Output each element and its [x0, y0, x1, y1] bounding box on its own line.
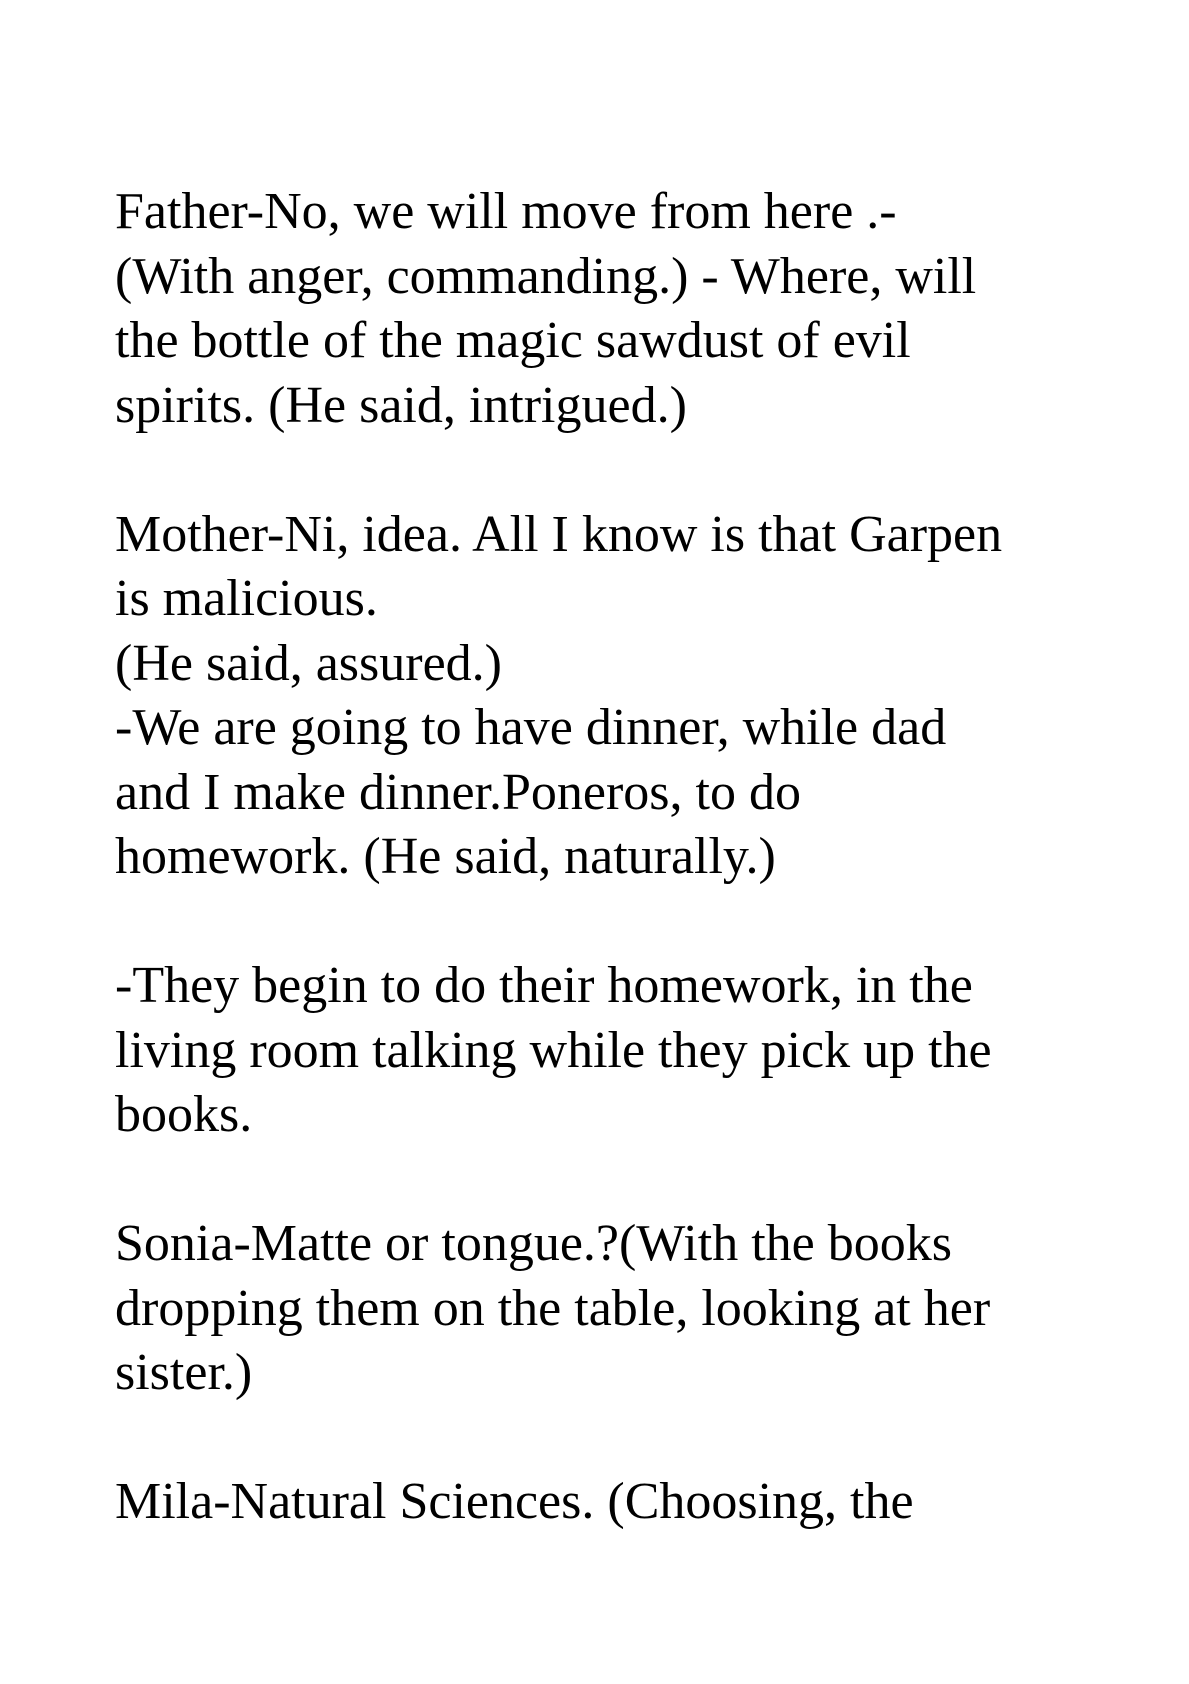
- paragraph-gap: [115, 1148, 1115, 1213]
- text-line: dropping them on the table, looking at her: [115, 1279, 991, 1337]
- text-line: living room talking while they pick up the: [115, 1021, 992, 1079]
- paragraph-father: [115, 180, 1115, 438]
- text-line: -They begin to do their homework, in the: [115, 957, 973, 1014]
- text-line: Sonia-Matte or tongue.?(With the books: [115, 1215, 952, 1272]
- text-line: Mila-Natural Sciences. (Choosing, the: [115, 1473, 914, 1530]
- text-line: -We are going to have dinner, while dad: [115, 699, 947, 756]
- text-line: Mother-Ni, idea. All I know is that Garpen: [115, 505, 1003, 563]
- text-line: (With anger, commanding.) - Where, will: [115, 247, 977, 305]
- text-line: (He said, assured.): [115, 634, 502, 692]
- text-line: and I make dinner.Poneros, to do: [115, 763, 801, 821]
- paragraph-homework: [115, 954, 1115, 1148]
- text-line: is malicious.: [115, 570, 378, 627]
- paragraph-mila: [115, 1470, 1115, 1535]
- paragraph-mother: [115, 503, 1115, 890]
- text-line: spirits. (He said, intrigued.): [115, 376, 687, 434]
- text-line: sister.): [115, 1344, 253, 1401]
- paragraph-gap: [115, 890, 1115, 955]
- document-page: [115, 180, 1115, 1535]
- text-line: Father-No, we will move from here .-: [115, 183, 897, 240]
- text-line: books.: [115, 1086, 253, 1143]
- paragraph-gap: [115, 438, 1115, 503]
- paragraph-sonia: [115, 1212, 1115, 1406]
- text-line: homework. (He said, naturally.): [115, 828, 776, 885]
- paragraph-gap: [115, 1406, 1115, 1471]
- text-line: the bottle of the magic sawdust of evil: [115, 312, 911, 369]
